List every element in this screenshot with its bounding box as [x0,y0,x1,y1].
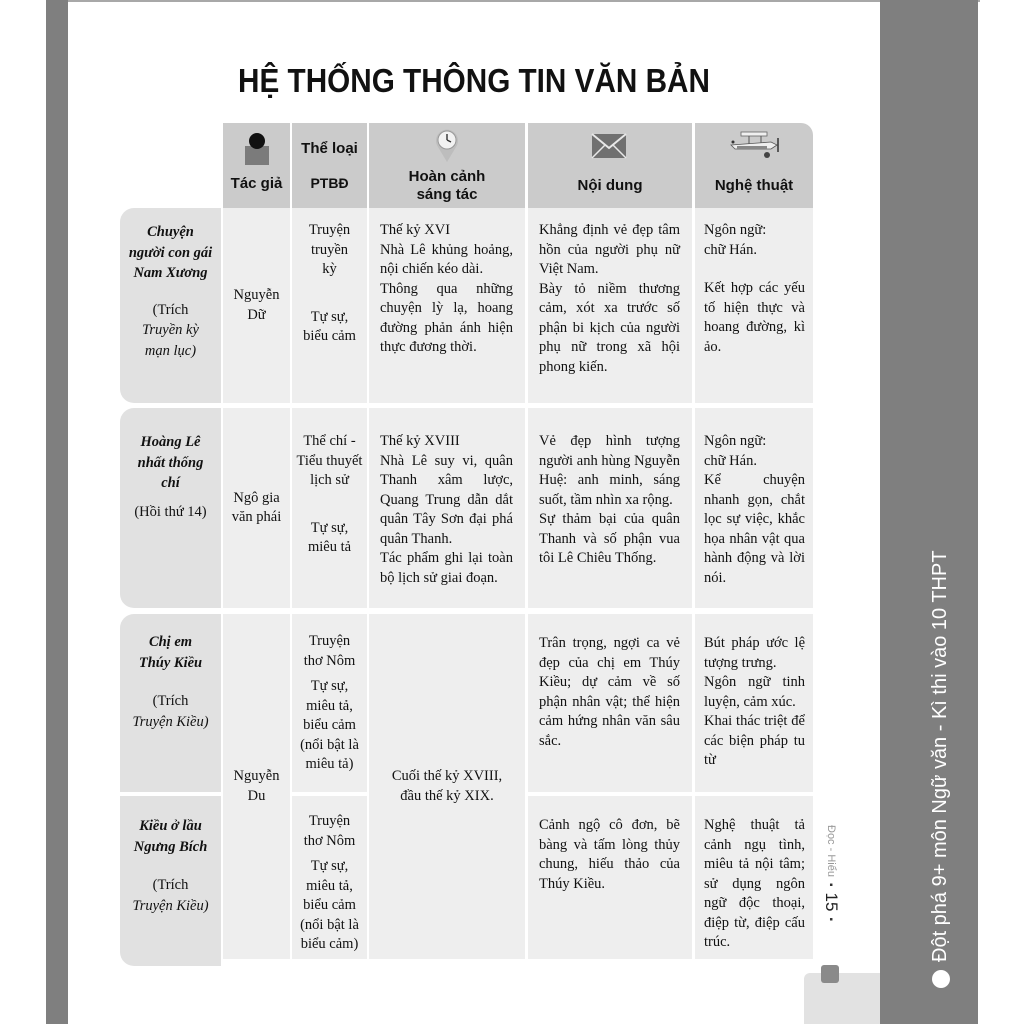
work-title-line: Kiều ở lầu [139,818,202,834]
mode-line: Tự sự, [310,678,349,694]
header-author-label: Tác giả [230,175,283,192]
separator: ▪ [825,882,837,887]
context-cell [369,208,525,403]
content-line: Vẻ đẹp hình tượng người anh hùng Nguyễn Huệ: anh minh, sáng suốt, tầm nhìn xa rộng. [539,433,680,508]
work-source-line: (Hồi thứ 14) [134,503,207,520]
work-title-line: Nam Xương [133,265,208,281]
genre-cell [292,208,367,403]
mode-line: Tự sự, [310,519,349,536]
genre-cell [292,796,367,959]
page-left-border [46,0,68,1024]
work-source-line: (Trích [152,301,189,318]
mode-line: miêu tả, [306,877,353,894]
context-cell-shared [369,614,525,959]
author-cell-nguyen-du [223,614,290,959]
context-line: Thông qua những chuyện lỳ lạ, hoang đường phản ánh hiện thực đương thời. [380,280,513,355]
content-cell [528,408,692,608]
art-line: Khai thác triệt để các biện pháp tu từ [704,713,805,768]
bullet-dot-icon [932,970,950,988]
header-genre-label: Thể loại [301,140,358,157]
art-line: chữ Hán. [704,452,757,469]
content-line: Bày tỏ niềm thương cảm, xót xa trước số phận bi kịch của người phụ nữ trong xã hội phong kiến. [539,280,680,375]
page-top-border [46,0,980,2]
mode-line: Tự sự, [310,858,349,874]
work-source-line: mạn lục) [144,342,197,359]
author-line: Du [247,787,266,804]
work-source-line: Truyền kỳ [142,322,199,338]
page-title: HỆ THỐNG THÔNG TIN VĂN BẢN [238,62,710,99]
clock-pin-icon [434,127,460,163]
genre-line: thơ Nôm [303,832,356,849]
genre-line: kỳ [322,261,337,277]
genre-line: thơ Nôm [303,652,356,669]
work-title-line: Chị em [148,634,193,650]
work-title-line: Thúy Kiều [138,654,203,671]
page-corner-tab [804,973,880,1024]
header-author [223,123,290,208]
genre-cell [292,614,367,792]
content-line: Trân trọng, ngợi ca vẻ đẹp của chị em Thúy Kiều; dự cảm về số phận nhân vật; thể hiện cảm hứng nhân văn sâu sắc. [539,635,680,749]
header-content-label: Nội dung [577,177,643,194]
envelope-icon [591,133,627,159]
genre-line: Truyện [308,222,351,238]
header-context [369,123,525,208]
mode-line: (nổi bật là [300,916,359,933]
genre-line: Tiểu thuyết [296,452,363,469]
author-line: văn phái [231,509,282,525]
work-source-line: (Trích [152,877,189,893]
header-context-line1: Hoàn cảnh [408,168,486,185]
header-content [528,123,692,208]
section-label: Đọc - Hiểu [825,825,837,877]
context-line: đầu thế kỷ XIX. [400,787,494,804]
mode-line: miêu tả, [306,697,353,714]
author-line: Ngô gia [233,489,280,506]
work-title-line: chí [161,475,180,491]
art-cell [695,796,813,959]
header-art [695,123,813,208]
author-line: Nguyễn [233,287,280,303]
genre-line: Truyện [308,633,351,649]
work-cell-kieu-o-lau-ngung-bich [120,796,221,966]
art-line: Bút pháp ước lệ tượng trưng. [704,635,805,671]
content-line: Sự thảm bại của quân Thanh và số phận vua tôi Lê Chiêu Thống. [539,511,680,566]
art-line: Nghệ thuật tả cảnh ngụ tình, miêu tả nội tâm; sử dụng ngôn ngữ độc thoại, điệp từ, điệp cấu trúc. [704,817,805,950]
art-cell [695,614,813,792]
work-source-line: Truyện Kiều) [132,897,209,914]
book-title: Đột phá 9+ môn Ngữ văn - Kì thi vào 10 THPT [929,550,951,962]
header-context-line2: sáng tác [416,186,478,203]
author-line: Nguyễn [233,768,280,784]
header-art-label: Nghệ thuật [714,177,794,194]
page-footer [821,825,841,921]
genre-cell [292,408,367,608]
work-title-line: Ngưng Bích [133,838,208,855]
work-source-line: (Trích [152,693,189,709]
mode-line: biểu cảm [303,897,356,913]
genre-line: Thể chí - [303,433,356,449]
art-cell [695,208,813,403]
context-line: Tác phẩm ghi lại toàn bộ lịch sử giai đoạn. [380,550,513,586]
header-mode-label: PTBĐ [310,175,349,191]
mode-line: miêu tả) [305,756,354,772]
context-line: Cuối thế kỷ XVIII, [391,768,503,784]
art-line: Kết hợp các yếu tố hiện thực và hoang đường, kì ảo. [704,280,805,355]
work-title-line: người con gái [128,244,213,261]
author-line: Dữ [247,306,266,323]
content-line: Cảnh ngộ cô đơn, bẽ bàng và tấm lòng thủy chung, hiếu thảo của Thúy Kiều. [539,817,680,892]
content-cell [528,208,692,403]
mode-line: (nổi bật là [300,736,359,753]
art-line: Kể chuyện nhanh gọn, chắt lọc sự việc, khắc họa nhân vật qua hành động và lời nói. [704,472,805,586]
art-line: Ngôn ngữ: [704,222,767,238]
art-line: Ngôn ngữ: [704,433,767,449]
content-cell [528,614,692,792]
art-cell [695,408,813,608]
work-source-line: Truyện Kiều) [132,713,209,730]
side-caption [880,0,978,1024]
genre-line: Truyện [308,813,351,829]
genre-line: lịch sử [310,472,349,488]
content-line: Khẳng định vẻ đẹp tâm hồn của người phụ nữ Việt Nam. [539,222,680,277]
work-title-line: Hoàng Lê [140,434,201,450]
mode-line: Tự sự, [310,308,349,325]
context-line: Thế kỷ XVI [380,222,451,238]
context-line: Thế kỷ XVIII [380,433,460,449]
context-line: Nhà Lê suy vi, quân Thanh xâm lược, Quang Trung dẫn dắt quân Tây Sơn đại phá quân Thanh. [380,452,513,547]
page-marker-square [821,965,839,983]
author-cell [223,408,290,608]
work-cell-hoang-le [120,408,221,608]
separator: ▪ [825,917,837,921]
work-title-line: nhất thống [137,454,204,471]
work-cell-chuyen-nguoi-con-gai [120,208,221,403]
work-cell-chi-em-thuy-kieu [120,614,221,792]
mode-line: biểu cảm [303,717,356,733]
page-number: 15 [822,892,841,912]
person-icon [243,131,271,165]
context-line: Nhà Lê khủng hoảng, nội chiến kéo dài. [380,241,513,277]
header-genre [292,123,367,208]
context-cell [369,408,525,608]
art-line: chữ Hán. [704,241,757,258]
genre-line: truyền [310,241,349,258]
airplane-icon [727,129,781,161]
art-line: Ngôn ngữ tinh luyện, cảm xúc. [704,674,805,710]
mode-line: miêu tả [307,539,352,555]
mode-line: biểu cảm [303,328,356,344]
mode-line: biểu cảm) [300,936,359,952]
content-cell [528,796,692,959]
work-title-line: Chuyện [147,224,194,240]
author-cell [223,208,290,403]
